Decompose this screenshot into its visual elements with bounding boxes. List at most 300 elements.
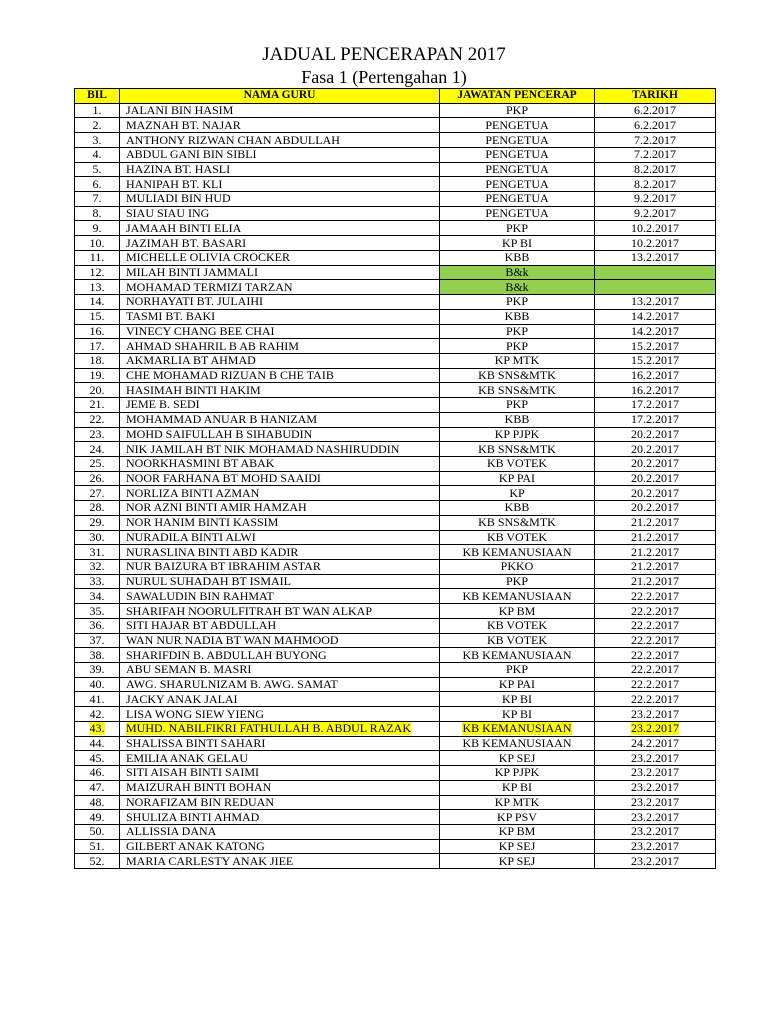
- table-row: [75, 545, 716, 560]
- row-tarikh-text: 23.2.2017: [631, 853, 679, 868]
- row-jawatan-pencerap: [440, 192, 595, 207]
- row-nama-guru: [120, 368, 440, 383]
- table-row: [75, 677, 716, 692]
- row-jawatan-pencerap: [440, 118, 595, 133]
- row-tarikh: [595, 501, 716, 516]
- row-bil-text: 42.: [89, 706, 105, 721]
- row-jawatan-pencerap: [440, 280, 595, 295]
- row-jawatan-pencerap-text: KP PSV: [497, 809, 537, 824]
- table-row: [75, 618, 716, 633]
- table-row: [75, 280, 716, 295]
- table-row: [75, 780, 716, 795]
- row-nama-guru-text: NURASLINA BINTI ABD KADIR: [126, 544, 299, 559]
- row-jawatan-pencerap-text: KBB: [504, 412, 530, 427]
- row-jawatan-pencerap-text: KP BM: [498, 603, 536, 618]
- row-nama-guru: [120, 633, 440, 648]
- row-nama-guru: [120, 648, 440, 663]
- row-jawatan-pencerap-text: KP PAI: [498, 471, 536, 486]
- table-row: [75, 368, 716, 383]
- row-jawatan-pencerap: [440, 368, 595, 383]
- row-bil-text: 6.: [92, 176, 102, 191]
- row-nama-guru: [120, 250, 440, 265]
- table-row: [75, 442, 716, 457]
- row-nama-guru-text: HAZINA BT. HASLI: [126, 162, 231, 176]
- row-nama-guru-text: NORHAYATI BT. JULAIHI: [126, 294, 263, 309]
- row-nama-guru: [120, 824, 440, 839]
- row-jawatan-pencerap: [440, 412, 595, 427]
- row-nama-guru-text: JALANI BIN HASIM: [126, 103, 234, 118]
- row-tarikh: [595, 692, 716, 707]
- row-bil: [75, 162, 120, 177]
- table-header-row: [75, 89, 716, 104]
- row-jawatan-pencerap-text: PKP: [505, 574, 528, 589]
- row-bil: [75, 398, 120, 413]
- row-tarikh: [595, 427, 716, 442]
- row-tarikh: [595, 265, 716, 280]
- row-nama-guru-text: SHALISSA BINTI SAHARI: [126, 736, 266, 750]
- row-nama-guru: [120, 339, 440, 354]
- row-tarikh: [595, 192, 716, 207]
- row-bil: [75, 383, 120, 398]
- row-bil: [75, 177, 120, 192]
- row-tarikh: [595, 663, 716, 678]
- table-row: [75, 854, 716, 869]
- row-nama-guru-text: NIK JAMILAH BT NIK MOHAMAD NASHIRUDDIN: [126, 441, 400, 456]
- row-nama-guru: [120, 839, 440, 854]
- row-bil-text: 24.: [89, 441, 105, 456]
- row-tarikh-text: 16.2.2017: [631, 368, 679, 383]
- row-jawatan-pencerap-text: KP BI: [502, 691, 532, 706]
- row-jawatan-pencerap: [440, 560, 595, 575]
- row-jawatan-pencerap-text: KB KEMANUSIAAN: [462, 736, 572, 750]
- row-jawatan-pencerap: [440, 133, 595, 148]
- row-jawatan-pencerap: [440, 353, 595, 368]
- row-jawatan-pencerap-text: PKP: [505, 662, 528, 677]
- row-jawatan-pencerap: [440, 618, 595, 633]
- row-jawatan-pencerap-text: KBB: [504, 250, 530, 265]
- row-jawatan-pencerap: [440, 751, 595, 766]
- row-nama-guru-text: TASMI BT. BAKI: [126, 309, 216, 324]
- row-bil-text: 48.: [89, 795, 105, 809]
- row-bil-text: 5.: [92, 162, 102, 176]
- row-nama-guru: [120, 324, 440, 339]
- row-jawatan-pencerap-text: KP: [509, 485, 525, 500]
- table-row: [75, 574, 716, 589]
- row-jawatan-pencerap: [440, 162, 595, 177]
- row-bil: [75, 795, 120, 810]
- row-bil: [75, 766, 120, 781]
- row-tarikh-text: 21.2.2017: [631, 515, 679, 530]
- row-bil-text: 33.: [89, 574, 105, 589]
- row-bil: [75, 854, 120, 869]
- row-bil: [75, 471, 120, 486]
- row-nama-guru-text: JACKY ANAK JALAI: [126, 691, 238, 706]
- row-nama-guru: [120, 530, 440, 545]
- row-jawatan-pencerap: [440, 589, 595, 604]
- row-nama-guru-text: CHE MOHAMAD RIZUAN B CHE TAIB: [126, 368, 334, 383]
- row-nama-guru: [120, 162, 440, 177]
- table-row: [75, 177, 716, 192]
- row-jawatan-pencerap-text: KBB: [504, 500, 530, 515]
- row-tarikh-text: 20.2.2017: [631, 500, 679, 515]
- row-tarikh: [595, 574, 716, 589]
- row-jawatan-pencerap-text: KP MTK: [494, 795, 540, 809]
- row-tarikh-text: 22.2.2017: [631, 647, 679, 662]
- row-nama-guru-text: ANTHONY RIZWAN CHAN ABDULLAH: [126, 132, 340, 147]
- table-row: [75, 663, 716, 678]
- row-tarikh-text: 22.2.2017: [631, 633, 679, 647]
- row-jawatan-pencerap-text: KP PJPK: [494, 765, 540, 780]
- row-tarikh-text: 15.2.2017: [631, 353, 679, 368]
- row-tarikh: [595, 250, 716, 265]
- row-nama-guru: [120, 280, 440, 295]
- row-nama-guru: [120, 206, 440, 221]
- table-row: [75, 324, 716, 339]
- row-jawatan-pencerap-text: PKP: [505, 338, 528, 353]
- table-row: [75, 648, 716, 663]
- table-row: [75, 427, 716, 442]
- row-jawatan-pencerap: [440, 427, 595, 442]
- table-row: [75, 633, 716, 648]
- row-tarikh-text: 7.2.2017: [634, 132, 676, 147]
- row-tarikh: [595, 353, 716, 368]
- row-nama-guru-text: NOR AZNI BINTI AMIR HAMZAH: [126, 500, 307, 515]
- row-jawatan-pencerap-text: PENGETUA: [485, 117, 549, 132]
- row-tarikh: [595, 442, 716, 457]
- row-jawatan-pencerap: [440, 663, 595, 678]
- row-jawatan-pencerap-text: PKP: [505, 397, 528, 412]
- row-jawatan-pencerap: [440, 677, 595, 692]
- row-nama-guru-text: AHMAD SHAHRIL B AB RAHIM: [126, 338, 299, 353]
- row-jawatan-pencerap: [440, 442, 595, 457]
- row-bil: [75, 824, 120, 839]
- row-jawatan-pencerap: [440, 515, 595, 530]
- row-bil: [75, 295, 120, 310]
- table-row: [75, 824, 716, 839]
- row-tarikh: [595, 736, 716, 751]
- table-row: [75, 501, 716, 516]
- header-tarikh: TARIKH: [595, 89, 716, 104]
- row-bil-text: 25.: [89, 456, 105, 471]
- row-nama-guru-text: NOORKHASMINI BT ABAK: [126, 456, 275, 471]
- row-nama-guru-text: SHULIZA BINTI AHMAD: [126, 809, 260, 824]
- row-tarikh-text: 23.2.2017: [631, 839, 679, 854]
- row-nama-guru: [120, 692, 440, 707]
- row-bil: [75, 456, 120, 471]
- table-row: [75, 515, 716, 530]
- row-jawatan-pencerap-text: PENGETUA: [485, 132, 549, 147]
- row-jawatan-pencerap-text: KB VOTEK: [486, 456, 548, 471]
- row-bil: [75, 545, 120, 560]
- row-tarikh: [595, 162, 716, 177]
- row-jawatan-pencerap: [440, 648, 595, 663]
- row-jawatan-pencerap: [440, 456, 595, 471]
- row-nama-guru: [120, 663, 440, 678]
- table-row: [75, 265, 716, 280]
- row-bil: [75, 780, 120, 795]
- row-tarikh: [595, 133, 716, 148]
- row-jawatan-pencerap: [440, 236, 595, 251]
- table-row: [75, 236, 716, 251]
- row-nama-guru-text: WAN NUR NADIA BT WAN MAHMOOD: [126, 633, 339, 647]
- row-bil-text: 46.: [89, 765, 105, 780]
- row-jawatan-pencerap: [440, 501, 595, 516]
- row-tarikh: [595, 795, 716, 810]
- row-tarikh-text: 23.2.2017: [631, 795, 679, 809]
- row-bil-text: 21.: [89, 397, 105, 412]
- row-tarikh: [595, 339, 716, 354]
- row-nama-guru: [120, 810, 440, 825]
- row-nama-guru: [120, 221, 440, 236]
- row-tarikh-text: 20.2.2017: [631, 485, 679, 500]
- table-row: [75, 810, 716, 825]
- row-jawatan-pencerap: [440, 221, 595, 236]
- row-bil-text: 4.: [92, 147, 102, 162]
- row-jawatan-pencerap-text: KB KEMANUSIAAN: [462, 647, 572, 662]
- row-tarikh-text: 14.2.2017: [631, 309, 679, 324]
- row-tarikh-text: 23.2.2017: [631, 809, 679, 824]
- row-jawatan-pencerap: [440, 398, 595, 413]
- row-nama-guru: [120, 574, 440, 589]
- row-nama-guru-text: NUR BAIZURA BT IBRAHIM ASTAR: [126, 559, 321, 574]
- row-tarikh-text: 13.2.2017: [631, 250, 679, 265]
- header-nama-guru: NAMA GURU: [120, 89, 440, 104]
- row-tarikh: [595, 604, 716, 619]
- table-row: [75, 309, 716, 324]
- row-nama-guru-text: NOR HANIM BINTI KASSIM: [126, 515, 279, 530]
- table-row: [75, 486, 716, 501]
- row-bil-text: 9.: [92, 220, 102, 235]
- row-bil: [75, 515, 120, 530]
- row-tarikh-text: 8.2.2017: [634, 176, 676, 191]
- row-nama-guru-text: SIAU SIAU ING: [126, 206, 210, 221]
- row-jawatan-pencerap: [440, 604, 595, 619]
- row-jawatan-pencerap-text: KB KEMANUSIAAN: [462, 544, 572, 559]
- table-row: [75, 295, 716, 310]
- row-jawatan-pencerap-text: KB KEMANUSIAAN: [462, 721, 572, 736]
- row-jawatan-pencerap: [440, 471, 595, 486]
- row-bil-text: 30.: [89, 530, 105, 544]
- row-bil-text: 43.: [89, 721, 105, 736]
- row-jawatan-pencerap-text: PENGETUA: [485, 162, 549, 176]
- row-bil-text: 19.: [89, 368, 105, 383]
- row-nama-guru: [120, 471, 440, 486]
- row-nama-guru-text: MILAH BINTI JAMMALI: [126, 265, 258, 279]
- row-nama-guru: [120, 236, 440, 251]
- row-tarikh-text: 23.2.2017: [631, 765, 679, 780]
- row-nama-guru-text: AKMARLIA BT AHMAD: [126, 353, 256, 368]
- table-row: [75, 560, 716, 575]
- row-nama-guru-text: MOHAMMAD ANUAR B HANIZAM: [126, 412, 318, 427]
- row-bil-text: 18.: [89, 353, 105, 368]
- row-tarikh: [595, 721, 716, 736]
- row-bil-text: 47.: [89, 780, 105, 795]
- row-tarikh-text: 7.2.2017: [634, 147, 676, 162]
- row-jawatan-pencerap-text: PKP: [505, 324, 528, 338]
- row-nama-guru-text: NOOR FARHANA BT MOHD SAAIDI: [126, 471, 321, 486]
- table-row: [75, 103, 716, 118]
- table-row: [75, 707, 716, 722]
- row-tarikh: [595, 280, 716, 295]
- table-row: [75, 339, 716, 354]
- row-tarikh: [595, 751, 716, 766]
- row-bil-text: 2.: [92, 117, 102, 132]
- row-nama-guru: [120, 736, 440, 751]
- row-nama-guru-text: NURADILA BINTI ALWI: [126, 530, 256, 544]
- row-tarikh-text: 23.2.2017: [631, 721, 679, 736]
- row-tarikh-text: 10.2.2017: [631, 235, 679, 250]
- row-tarikh-text: 23.2.2017: [631, 706, 679, 721]
- row-bil: [75, 265, 120, 280]
- row-tarikh: [595, 295, 716, 310]
- row-tarikh: [595, 560, 716, 575]
- header-bil: BIL: [75, 89, 120, 104]
- row-nama-guru: [120, 309, 440, 324]
- row-tarikh: [595, 633, 716, 648]
- row-nama-guru: [120, 118, 440, 133]
- row-nama-guru: [120, 353, 440, 368]
- row-jawatan-pencerap: [440, 147, 595, 162]
- row-tarikh-text: 23.2.2017: [631, 780, 679, 795]
- table-row: [75, 589, 716, 604]
- row-bil: [75, 707, 120, 722]
- row-nama-guru-text: HANIPAH BT. KLI: [126, 176, 223, 191]
- row-tarikh: [595, 456, 716, 471]
- row-bil: [75, 353, 120, 368]
- table-row: [75, 250, 716, 265]
- table-row: [75, 221, 716, 236]
- row-bil: [75, 309, 120, 324]
- row-nama-guru-text: SAWALUDIN BIN RAHMAT: [126, 588, 274, 603]
- row-nama-guru-text: SITI AISAH BINTI SAIMI: [126, 765, 259, 780]
- row-jawatan-pencerap: [440, 810, 595, 825]
- row-nama-guru-text: MUHD. NABILFIKRI FATHULLAH B. ABDUL RAZAK: [126, 721, 411, 736]
- row-bil-text: 10.: [89, 235, 105, 250]
- row-jawatan-pencerap-text: KB SNS&MTK: [478, 382, 556, 397]
- row-bil: [75, 103, 120, 118]
- row-bil-text: 45.: [89, 750, 105, 765]
- row-jawatan-pencerap-text: KB VOTEK: [486, 618, 548, 633]
- row-tarikh-text: 8.2.2017: [634, 162, 676, 176]
- row-tarikh: [595, 309, 716, 324]
- row-nama-guru-text: JAMAAH BINTI ELIA: [126, 220, 242, 235]
- row-jawatan-pencerap: [440, 250, 595, 265]
- row-bil: [75, 427, 120, 442]
- row-bil-text: 17.: [89, 338, 105, 353]
- row-jawatan-pencerap: [440, 383, 595, 398]
- row-tarikh: [595, 824, 716, 839]
- row-nama-guru: [120, 560, 440, 575]
- row-nama-guru: [120, 545, 440, 560]
- row-bil-text: 34.: [89, 588, 105, 603]
- row-jawatan-pencerap-text: KP BI: [502, 706, 532, 721]
- row-jawatan-pencerap: [440, 721, 595, 736]
- schedule-table: [74, 88, 716, 869]
- row-tarikh-text: 21.2.2017: [631, 559, 679, 574]
- row-bil-text: 32.: [89, 559, 105, 574]
- table-row: [75, 736, 716, 751]
- row-tarikh-text: 6.2.2017: [634, 117, 676, 132]
- row-jawatan-pencerap-text: KB KEMANUSIAAN: [462, 588, 572, 603]
- row-jawatan-pencerap: [440, 486, 595, 501]
- row-nama-guru-text: JAZIMAH BT. BASARI: [126, 235, 247, 250]
- row-bil: [75, 530, 120, 545]
- row-tarikh: [595, 589, 716, 604]
- table-row: [75, 147, 716, 162]
- row-bil-text: 41.: [89, 691, 105, 706]
- row-bil-text: 44.: [89, 736, 105, 750]
- row-bil: [75, 206, 120, 221]
- row-nama-guru-text: MAIZURAH BINTI BOHAN: [126, 780, 272, 795]
- row-jawatan-pencerap: [440, 339, 595, 354]
- row-bil-text: 12.: [89, 265, 105, 279]
- row-nama-guru: [120, 412, 440, 427]
- row-jawatan-pencerap-text: KB SNS&MTK: [478, 515, 556, 530]
- row-jawatan-pencerap-text: PKP: [505, 294, 528, 309]
- row-bil: [75, 501, 120, 516]
- row-nama-guru: [120, 751, 440, 766]
- row-nama-guru: [120, 501, 440, 516]
- row-bil: [75, 339, 120, 354]
- row-tarikh: [595, 147, 716, 162]
- row-bil-text: 28.: [89, 500, 105, 515]
- row-bil-text: 1.: [92, 103, 102, 118]
- row-tarikh: [595, 471, 716, 486]
- row-bil: [75, 486, 120, 501]
- row-bil-text: 23.: [89, 427, 105, 441]
- row-bil-text: 51.: [89, 839, 105, 854]
- row-nama-guru-text: NORAFIZAM BIN REDUAN: [126, 795, 275, 809]
- row-tarikh: [595, 368, 716, 383]
- row-bil: [75, 736, 120, 751]
- row-tarikh: [595, 412, 716, 427]
- document-title: JADUAL PENCERAPAN 2017: [262, 44, 506, 65]
- row-bil: [75, 589, 120, 604]
- row-bil: [75, 412, 120, 427]
- row-tarikh: [595, 707, 716, 722]
- row-bil: [75, 677, 120, 692]
- row-nama-guru-text: HASIMAH BINTI HAKIM: [126, 382, 261, 397]
- row-tarikh-text: 22.2.2017: [631, 603, 679, 618]
- row-tarikh-text: 22.2.2017: [631, 691, 679, 706]
- row-tarikh: [595, 486, 716, 501]
- row-jawatan-pencerap-text: KP BI: [502, 235, 532, 250]
- row-jawatan-pencerap-text: PENGETUA: [485, 206, 549, 221]
- row-bil: [75, 250, 120, 265]
- row-tarikh: [595, 677, 716, 692]
- row-nama-guru-text: NORLIZA BINTI AZMAN: [126, 485, 260, 500]
- row-bil-text: 38.: [89, 647, 105, 662]
- row-nama-guru-text: MOHAMAD TERMIZI TARZAN: [126, 279, 293, 294]
- row-tarikh: [595, 177, 716, 192]
- row-nama-guru-text: ABU SEMAN B. MASRI: [126, 662, 252, 677]
- row-bil-text: 37.: [89, 633, 105, 647]
- row-tarikh-text: 17.2.2017: [631, 397, 679, 412]
- row-bil: [75, 442, 120, 457]
- row-jawatan-pencerap-text: KP SEJ: [498, 853, 536, 868]
- row-jawatan-pencerap: [440, 839, 595, 854]
- row-nama-guru: [120, 427, 440, 442]
- row-tarikh: [595, 780, 716, 795]
- row-jawatan-pencerap: [440, 633, 595, 648]
- row-jawatan-pencerap-text: PKP: [505, 103, 528, 118]
- row-tarikh-text: 20.2.2017: [631, 456, 679, 471]
- row-bil-text: 50.: [89, 824, 105, 839]
- row-nama-guru-text: GILBERT ANAK KATONG: [126, 839, 265, 854]
- row-tarikh: [595, 221, 716, 236]
- table-row: [75, 162, 716, 177]
- row-bil: [75, 648, 120, 663]
